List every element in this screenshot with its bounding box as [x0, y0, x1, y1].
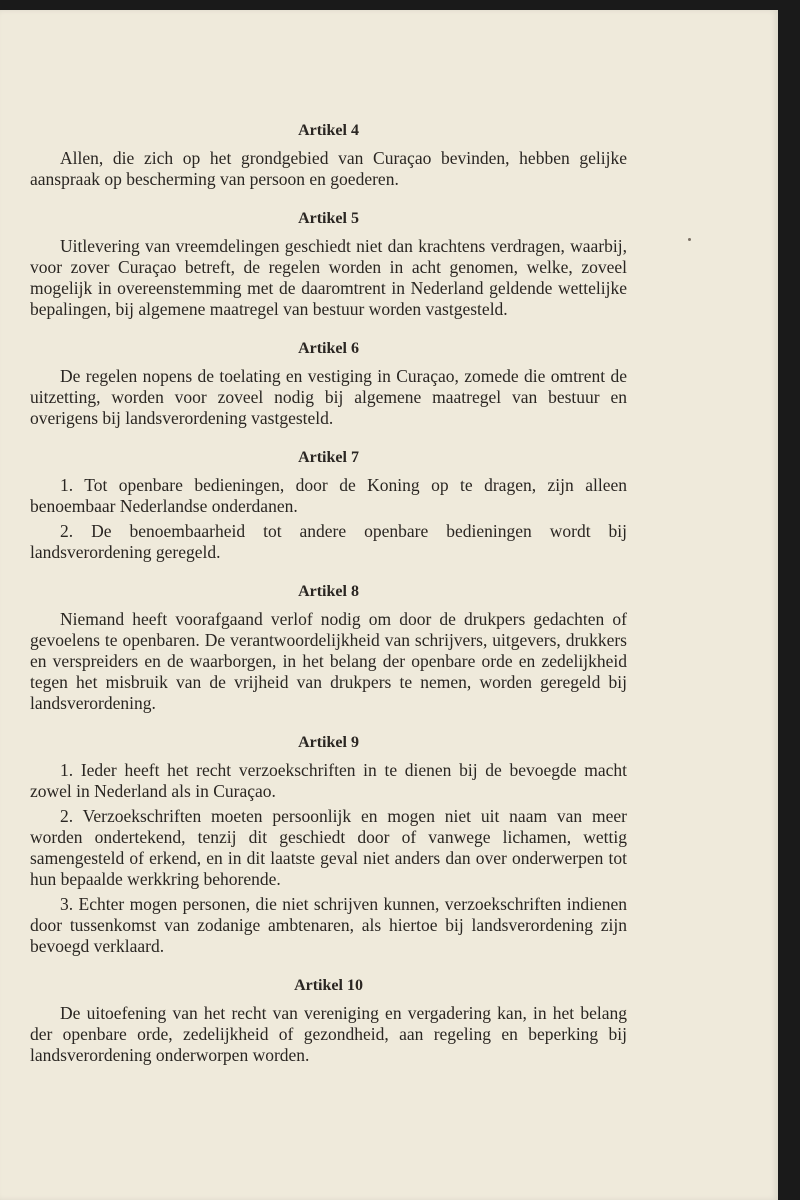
article-heading: Artikel 9 — [298, 734, 359, 751]
article-paragraph: 2. Verzoekschriften moeten persoonlijk en mogen niet uit naam van meer worden ondertekend, tenzij dit geschiedt door of vanwege lichamen, wettig samengesteld of erkend, en in dit laatste geval niet anders dan over onderwerpen tot hun bepaalde werkkring behorende. — [30, 806, 627, 889]
article-heading: Artikel 6 — [298, 340, 359, 357]
article-10 — [30, 975, 627, 1066]
article-list — [30, 120, 627, 1084]
article-paragraph: 1. Tot openbare bedieningen, door de Koning op te dragen, zijn alleen benoembaar Nederlandse onderdanen. — [30, 475, 627, 516]
article-paragraph: Niemand heeft voorafgaand verlof nodig om door de drukpers gedachten of gevoelens te openbaren. De verantwoordelijkheid van schrijvers, uitgevers, drukkers en verspreiders en de waarborgen, in het belang der openbare orde en zedelijkheid tegen het misbruik van de vrijheid van drukpers te nemen, worden geregeld bij landsverordening. — [30, 609, 627, 713]
article-heading: Artikel 7 — [298, 449, 359, 466]
article-heading: Artikel 10 — [294, 977, 363, 994]
article-6 — [30, 338, 627, 429]
article-paragraph: De regelen nopens de toelating en vestiging in Curaçao, zomede die omtrent de uitzetting, worden voor zoveel nodig bij algemene maatregel van bestuur en overigens bij landsverordening vastgesteld. — [30, 366, 627, 428]
article-paragraph: Uitlevering van vreemdelingen geschiedt niet dan krachtens verdragen, waarbij, voor zover Curaçao betreft, de regelen worden in acht genomen, welke, zoveel mogelijk in overeenstemming met de daaromtrent in Nederland geldende wettelijke bepalingen, bij algemene maatregel van bestuur worden vastgesteld. — [30, 236, 627, 319]
article-paragraph: Allen, die zich op het grondgebied van Curaçao bevinden, hebben gelijke aanspraak op bescherming van persoon en goederen. — [30, 148, 627, 189]
article-paragraph: 1. Ieder heeft het recht verzoekschriften in te dienen bij de bevoegde macht zowel in Nederland als in Curaçao. — [30, 760, 627, 801]
article-heading: Artikel 4 — [298, 122, 359, 139]
article-paragraph: 3. Echter mogen personen, die niet schrijven kunnen, verzoekschriften indienen door tussenkomst van zodanige ambtenaren, als hiertoe bij landsverordening zijn bevoegd verklaard. — [30, 894, 627, 956]
article-8 — [30, 581, 627, 714]
ink-speck — [688, 238, 691, 241]
article-heading: Artikel 8 — [298, 583, 359, 600]
article-7 — [30, 447, 627, 563]
article-9 — [30, 732, 627, 957]
article-paragraph: 2. De benoembaarheid tot andere openbare bedieningen wordt bij landsverordening geregeld. — [30, 521, 627, 562]
article-5 — [30, 208, 627, 320]
article-paragraph: De uitoefening van het recht van vereniging en vergadering kan, in het belang der openbare orde, zedelijkheid of gezondheid, aan regeling en beperking bij landsverordening onderworpen worden. — [30, 1003, 627, 1065]
article-heading: Artikel 5 — [298, 210, 359, 227]
article-4 — [30, 120, 627, 190]
document-page — [0, 10, 778, 1200]
